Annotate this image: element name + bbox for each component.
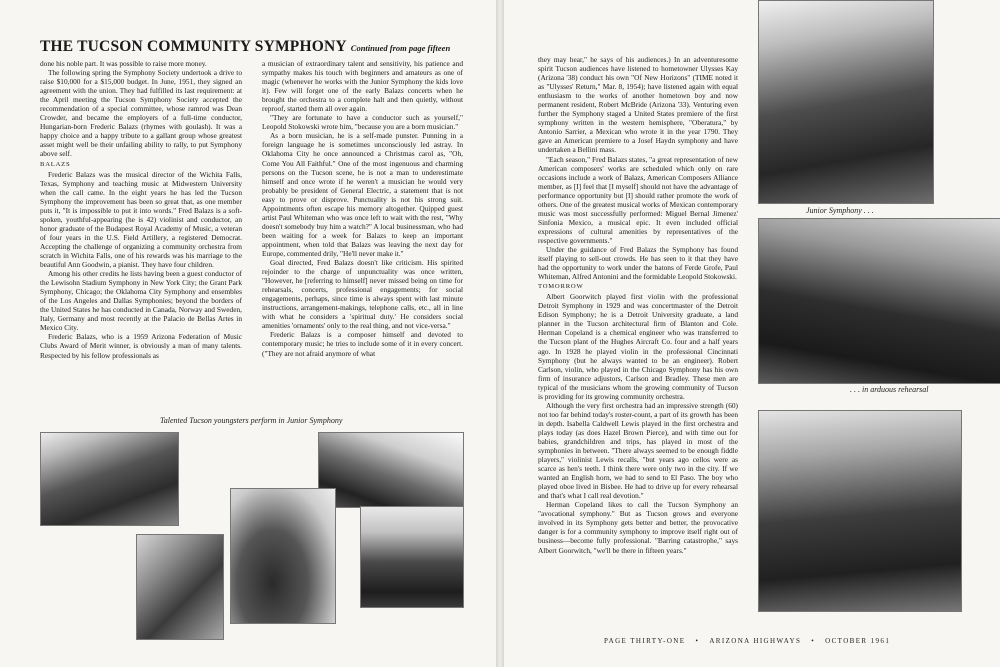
paragraph: Frederic Balazs is a composer himself and devoted to contemporary music; he tries to include some of it in every concert. ("They are not afraid anymore of what [262, 330, 463, 358]
page-footer [604, 637, 964, 645]
photo-caption-bottom: Talented Tucson youngsters perform in Junior Symphony [160, 416, 343, 425]
spine [496, 0, 504, 667]
paragraph: Albert Goorwitch played first violin with the professional Detroit Symphony in 1929 and was concertmaster of the Detroit Edison Symphony; he is a Detroit University graduate, a land planner in the Tucson architectural firm of Blanton and Cole. Herman Copeland is a chemical engineer who was transferred to the Tucson plant of the Hughes Aircraft Co. four and a half years ago. In 1928 he played violin in the professional Cincinnati Symphony (but he always wanted to be an engineer). Robert Carlson, violin, who played in the Chicago Symphony has his own firm of insurance adjustors, Carlson and Bradley. These men are typical of the musicians whom the growing community of Tucson is providing for its growing community orchestra. [538, 292, 738, 401]
text-column-3 [538, 55, 738, 623]
paragraph: done his noble part. It was possible to raise more money. [40, 59, 207, 68]
photo-junior-symphony [758, 0, 934, 204]
subheading-tomorrow: TOMORROW [538, 283, 584, 291]
photo-rehearsal [758, 218, 1000, 384]
paragraph: they may hear," he says of his audiences.) In an adventuresome spirit Tucson audiences have listened to hometowner Ulysses Kay (Arizona '38) conduct his own "Of New Horizons" (TIME noted it as "Ulysses' Return," Mar. 8, 1954); have listened again with equal enthusiasm to the works of another hometown boy and now permanent resident, Robert McBride (Arizona '33). Venturing even further the Symphony staged a United States premiere of the first symphony written in the western hemisphere, "Oberatura," by Antonio Sarrier, a Mexican who wrote it in the year 1790. They gave an American premiere to a Josef Haydn symphony and have undertaken a Bellini mass. [538, 55, 738, 155]
right-page [504, 0, 1000, 667]
issue-date: OCTOBER 1961 [825, 637, 891, 645]
paragraph: Frederic Balazs, who is a 1959 Arizona Federation of Music Clubs Award of Merit winner, is obviously a man of many talents. Respected by his fellow professionals as [40, 332, 242, 360]
text-column-1 [40, 59, 242, 402]
photo-caption-junior-symphony: Junior Symphony . . . [806, 206, 874, 215]
photo-clarinet-players [758, 410, 962, 612]
article-title: THE TUCSON COMMUNITY SYMPHONY [40, 38, 347, 55]
photo-violinist [136, 534, 224, 640]
page-number: PAGE THIRTY-ONE [604, 637, 686, 645]
paragraph: "Each season," Fred Balazs states, "a great representation of new American composers' works are scheduled which only on rare occasions include a work of Balazs, American Composers Alliance member, as [I] feel that [I myself] should not have the advantage of performance opportunity but [I] should rather promote the work of others. One of the greatest musical works of Mexican contemporary music was most successfully performed: Miguel Bernal Jimenez' Sinfonia Mexico, a musical epic. It even included official expressions of cultural amenities by representatives of the respective governments." [538, 154, 738, 245]
left-page [0, 0, 496, 667]
paragraph: Under the guidance of Fred Balazs the Symphony has found itself playing to sell-out crowds. He has seen to it that they have had the opportunity to work under the batons of Ferde Grofe, Paul Whiteman, Alfred Antonini and the formidable Leopold Stokowski. [538, 244, 738, 282]
photo-rehearsal-hall [230, 488, 336, 624]
magazine-name: ARIZONA HIGHWAYS [709, 637, 802, 645]
photo-young-musicians [360, 506, 464, 608]
subheading-balazs: BALAZS [40, 160, 71, 168]
paragraph: Herman Copeland likes to call the Tucson Symphony an "avocational symphony." But as Tucson grows and everyone involved in its Symphony gets better and better, the provocative danger is for a community symphony to improve itself right out of business—become fully professional. "Barring catastrophe," says Albert Goorwitch, "we'll be there in fifteen years." [538, 500, 738, 555]
paragraph: Among his other credits he lists having been a guest conductor of the Lewisohn Stadium Symphony in New York City; the Grant Park Symphony, Chicago; the Oklahoma City Symphony and ensembles of the Los Angeles and Dallas Symphonies; beyond the borders of the United States he has conducted in Canada, Norway and Sweden, Italy, Germany and most recently at the Palacio de Bellas Artes in Mexico City. [40, 269, 242, 333]
header [40, 38, 480, 56]
continued-note: Continued from page fifteen [350, 43, 451, 53]
photo-trombone-players [40, 432, 179, 526]
footer-bullet: • [695, 637, 700, 645]
text-column-2 [262, 59, 463, 402]
paragraph: Goal directed, Fred Balazs doesn't like criticism. His spirited rejoinder to the charge of unpunctuality was once written, "However, he [referring to himself] never missed being on time for rehearsals, concerts, professional engagements; for social engagements, perhaps, since time is always spent with last minute instructions, arrangement-makings, telephone calls, etc., all in line with what he considers a 'spiritual duty.' He considers social amenities 'ornaments' only to the real thing, and not vice-versa." [262, 258, 463, 331]
paragraph: Although the very first orchestra had an impressive strength (60) not too far behind today's roster-count, a part of its growth has been in depth. Isabella Caldwell Lewis played in the first orchestra and plays today (as does Hazel Brown Pierce), and with time out for babies, grandchildren and trips, has played in most of the symphonies in between. "There always seemed to be enough fiddle players," violinist Lewis recalls, "but years ago cellos were as scarce as hen's teeth. I think there were only two in the city. If we wanted an English horn, we had to send to El Paso. The boy who played oboe lived in Bisbee. He had to drive up for every rehearsal and that's what I call real devotion." [538, 400, 738, 501]
paragraph: The following spring the Symphony Society undertook a drive to raise $10,000 for a $15,000 budget. In June, 1951, they signed an agreement with the union. They had fulfilled its last requirement: at the April meeting the Tucson Symphony Society accepted the recommendation of a special committee, whose ramrod was Dean Crowder, and became the employers of a full-time conductor, Hungarian-born Frederic Balazs (rhymes with goulash). It was a happy choice and a happy tribute to a gallant group whose greatest asset might well be their unfailing ability to rally, to put Symphony above self. [40, 68, 242, 159]
footer-bullet: • [811, 637, 816, 645]
paragraph: As a born musician, he is a self-made punster. Punning in a foreign language he is sometimes unconsciously led astray. In Oklahoma City he once announced a Christmas carol as, "Oh, Come You All Faithful." One of the most ingenuous and charming persons on the Tucson scene, he is not a man to underestimate himself and once wrote if he weren't a musician he would very probably be president of General Electric, a statement that is not easy to prove or disprove. Punctuality is not his strong suit. Appointments often escape his memory altogether. Quipped guest artist Paul Whiteman who was once left to wait with the rest, "Why doesn't somebody buy him a watch?" A local businessman, who had been waiting for a week for Balazs to keep an important appointment, when told that Balazs was leaving the next day for Europe, commented drily, "He'll never make it." [262, 131, 463, 258]
paragraph: a musician of extraordinary talent and sensitivity, his patience and sympathy makes his touch with beginners and amateurs as one of magic (whenever he works with the Junior Symphony the kids love it). Few will forget one of the early Balazs concerts when he brought the orchestra to a complete halt and then quietly, without reproof, started them all over again. [262, 59, 463, 114]
paragraph: "They are fortunate to have a conductor such as yourself," Leopold Stokowski wrote him, "because you are a born musician." [262, 113, 463, 132]
paragraph: Frederic Balazs was the musical director of the Wichita Falls, Texas, Symphony and teaching music at Midwestern University when the call came. In the eight years he has led the Tucson Symphony the improvement has been so great that, as one member puts it, "It is impossible to put it into words." Fred Balazs is a soft-spoken, youthful-appearing (he is 42) violinist and conductor, an honor graduate of the Budapest Royal Academy of Music, a veteran of four years in the U.S. Field Artillery, a registered Democrat. Accepting the challenge of organizing a community orchestra from scratch in Wichita Falls, one of his rewards was his marriage to the beautiful Ann Goodwin, a pianist. They have four children. [40, 169, 242, 270]
photo-caption-rehearsal: . . . in arduous rehearsal [850, 385, 929, 394]
photo-orchestra-stage [318, 432, 464, 508]
